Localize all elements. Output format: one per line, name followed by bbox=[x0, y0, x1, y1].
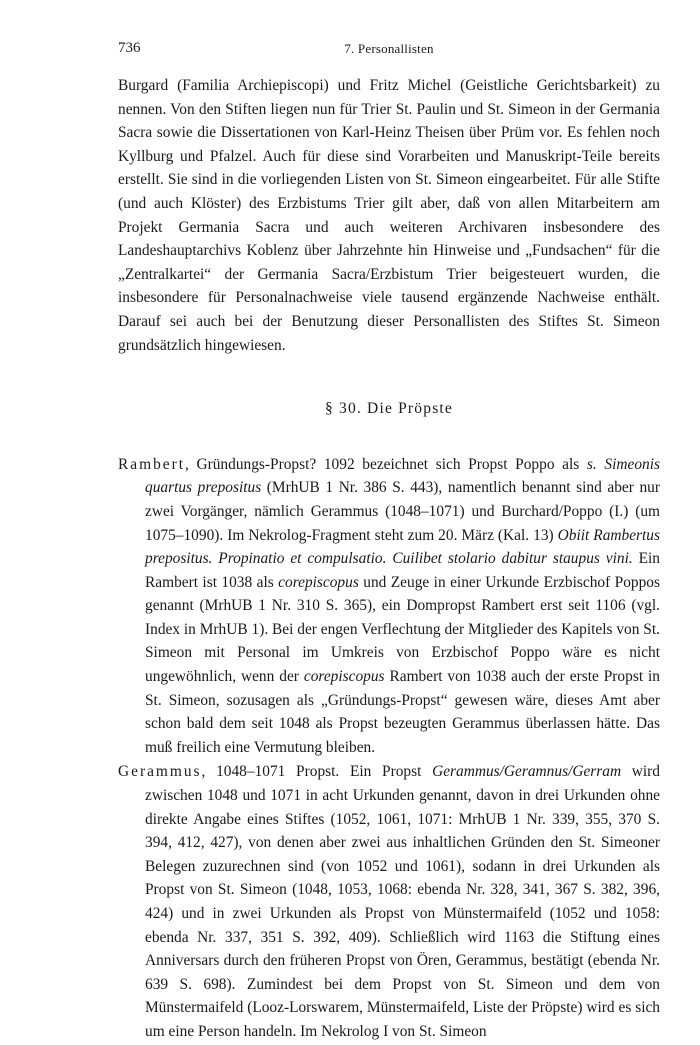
entry-gerammus: Gerammus, 1048–1071 Propst. Ein Propst Gerammus/Geramnus/Gerram wird zwischen 1048 und 1071 in acht Urkunden genannt, davon in drei Urkunden ohne direkte Angabe eines Stiftes (1052, 1061, 1071: MrhUB 1 Nr. 339, 355, 370 S. 394, 412, 427), von denen aber zwei aus inhaltlichen Gründen den St. Simeoner Belegen zuzurechnen sind (von 1052 und 1061), sodann in drei Urkunden als Propst von St. Simeon (1048, 1053, 1068: ebenda Nr. 328, 341, 367 S. 382, 396, 424) und in zwei Urkunden als Propst von Münstermaifeld (1052 und 1058: ebenda Nr. 337, 351 S. 392, 409). Schließlich wird 1163 die Stiftung eines Anniversars durch den früheren Propst von Ören, Gerammus, bestätigt (ebenda Nr. 639 S. 698). Zumindest bei dem Propst von St. Simeon und dem von Münstermaifeld (Looz-Lorswarem, Münstermaifeld, Liste der Pröpste) wird es sich um eine Person handeln. Im Nekrolog I von St. Simeon bbox=[118, 763, 661, 1040]
entry-rambert: Rambert, Gründungs-Propst? 1092 bezeichnet sich Propst Poppo als s. Simeonis quartus prepositus (MrhUB 1 Nr. 386 S. 443), namentlich benannt sind aber nur zwei Vorgänger, nämlich Gerammus (1048–1071) und Burchard/Poppo (I.) (um 1075–1090). Im Nekrolog-Fragment steht zum 20. März (Kal. 13) Obiit Rambertus prepositus. Propinatio et compulsatio. Cuilibet stolario dabitur staupus vini. Ein Rambert ist 1038 als corepiscopus und Zeuge in einer Urkunde Erzbischof Poppos genannt (MrhUB 1 Nr. 310 S. 365), ein Dompropst Rambert erst seit 1106 (vgl. Index in MrhUB 1). Bei der engen Verflechtung der Mitglieder des Kapitels von St. Simeon mit Personal im Umkreis von Erzbischof Poppo wäre es nicht ungewöhnlich, wenn der corepiscopus Rambert von 1038 auch der erste Propst in St. Simeon, sozusagen als „Gründungs-Propst“ gewesen wäre, dieses Amt aber schon bald dem seit 1048 als Propst bezeugten Gerammus überlassen hätte. Das muß freilich eine Vermutung bleiben. bbox=[118, 455, 661, 756]
page-body bbox=[118, 74, 660, 1045]
section-heading: § 30. Die Pröpste bbox=[324, 400, 454, 418]
entry-name: Rambert bbox=[118, 455, 185, 473]
entry-name: Gerammus bbox=[118, 763, 202, 781]
page-number: 736 bbox=[118, 40, 141, 56]
running-title: 7. Personallisten bbox=[344, 41, 434, 56]
intro-paragraph: Burgard (Familia Archiepiscopi) und Fritz Michel (Geistliche Gerichtsbarkeit) zu nennen. Von den Stiften liegen nun für Trier St. Paulin und St. Simeon in der Germania Sacra sowie die Dissertationen von Karl-Heinz Theisen über Prüm vor. Es fehlen noch Kyllburg und Pfalzel. Auch für diese sind Vorarbeiten und Manuskript-Teile bereits erstellt. Sie sind in die vorliegenden Listen von St. Simeon eingearbeitet. Für alle Stifte (und auch Klöster) des Erzbistums Trier gilt aber, daß von allen Mitarbeitern am Projekt Germania Sacra und auch weiteren Archivaren insbesondere des Landeshauptarchivs Koblenz über Jahrzehnte hin Hinweise und „Fundsachen“ für die „Zentralkartei“ der Germania Sacra/Erzbistum Trier beigesteuert wurden, die insbesondere für Personalnachweise viele tausend ergänzende Nachweise enthält. Darauf sei auch bei der Benutzung dieser Personallisten des Stiftes St. Simeon grundsätzlich hingewiesen. bbox=[118, 77, 660, 354]
page-header bbox=[118, 40, 660, 60]
